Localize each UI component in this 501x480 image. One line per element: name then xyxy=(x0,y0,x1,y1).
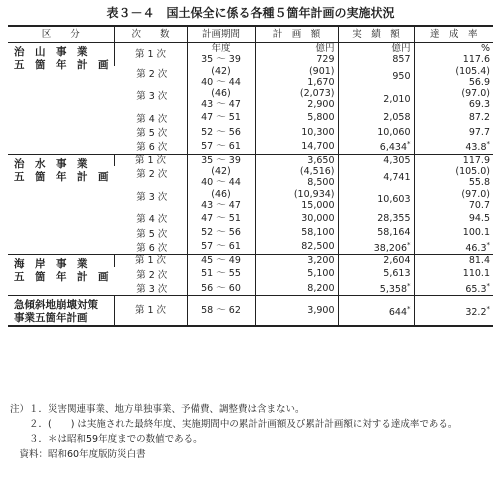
plan-amount-cell xyxy=(255,211,338,225)
category-name-line: 五 箇 年 計 画 xyxy=(14,271,109,284)
unit-label-rate: % xyxy=(480,43,490,54)
table-group xyxy=(8,43,493,155)
phase-label: 第 6 次 xyxy=(136,242,168,254)
plan-value: 8,200 xyxy=(307,282,335,294)
phase-label: 第 6 次 xyxy=(136,142,168,154)
actual-value-wrap xyxy=(342,155,411,166)
phase-label: 第 1 次 xyxy=(134,48,167,60)
actual-value-wrap xyxy=(342,139,411,153)
period-cell xyxy=(187,166,255,189)
period-cell xyxy=(187,211,255,225)
cumulative-plan: (4,516) xyxy=(299,166,335,178)
rate-value: 97.7 xyxy=(468,126,490,138)
final-year: (46) xyxy=(211,88,231,100)
footnotes xyxy=(10,402,457,462)
period-cell xyxy=(187,296,255,327)
plan-amount-cell xyxy=(255,125,338,139)
phase-cell xyxy=(114,296,187,327)
actual-amount-cell xyxy=(338,88,414,111)
header-phase: 次 数 xyxy=(114,26,187,43)
actual-value: 4,741 xyxy=(383,171,411,183)
rate-value-wrap xyxy=(418,54,491,65)
phase-cell xyxy=(114,189,187,212)
plan-amount-cell xyxy=(255,139,338,154)
plan-table xyxy=(8,25,493,327)
actual-amount-cell xyxy=(338,166,414,189)
phase-label: 第 2 次 xyxy=(136,68,168,80)
phase-label: 第 3 次 xyxy=(136,283,168,295)
period-cell xyxy=(187,66,255,89)
phase-label: 第 5 次 xyxy=(136,128,168,140)
achievement-rate-cell xyxy=(414,125,493,139)
actual-amount-cell xyxy=(338,226,414,240)
rate-value-wrap xyxy=(418,112,491,123)
cumulative-rate: (105.0) xyxy=(455,166,490,178)
category-cell xyxy=(8,43,114,155)
actual-amount-cell xyxy=(338,189,414,212)
achievement-rate-cell xyxy=(414,267,493,281)
rate-value: 94.5 xyxy=(468,212,490,224)
actual-value: 5,613 xyxy=(383,268,411,280)
actual-value-wrap xyxy=(342,213,411,224)
period-value: 47 ～ 51 xyxy=(201,212,241,224)
actual-value-wrap xyxy=(342,71,411,82)
cumulative-plan: (10,934) xyxy=(293,188,335,200)
table-row xyxy=(8,255,493,267)
rate-value-wrap xyxy=(418,139,491,153)
rate-value: 110.1 xyxy=(462,268,490,280)
period-cell xyxy=(187,154,255,166)
actual-value-wrap xyxy=(342,112,411,123)
achievement-rate-cell xyxy=(414,154,493,166)
rate-value-wrap xyxy=(418,99,491,110)
page-title: 表３－４ 国土保全に係る各種５箇年計画の実施状況 xyxy=(106,6,395,20)
phase-label: 第 3 次 xyxy=(136,91,168,103)
phase-cell xyxy=(114,211,187,225)
phase-cell xyxy=(114,111,187,125)
header-actual-amount: 実 績 額 xyxy=(338,26,414,43)
rate-value: 87.2 xyxy=(468,112,490,124)
achievement-rate-cell xyxy=(414,88,493,111)
rate-value: 69.3 xyxy=(468,99,490,111)
period-value: 45 ～ 49 xyxy=(201,255,241,267)
actual-value: 950 xyxy=(392,71,411,83)
actual-amount-cell xyxy=(338,267,414,281)
footnote-1: 注）１．災害関連事業、地方単独事業、予備費、調整費は含まない。 xyxy=(10,404,305,415)
actual-value: 10,603 xyxy=(377,194,411,206)
footnote-2: ２．( ) は実施された最終年度、実施期間中の累計計画額及び累計計画額に対する達成率である。 xyxy=(10,419,458,430)
actual-value-wrap xyxy=(342,194,411,205)
unit-label-actual: 億円 xyxy=(391,43,411,54)
period-cell xyxy=(187,139,255,154)
final-year: (42) xyxy=(211,166,231,178)
actual-value: 28,355 xyxy=(377,212,411,224)
period-cell xyxy=(187,111,255,125)
period-value: 40 ～ 44 xyxy=(201,177,241,189)
phase-label: 第 2 次 xyxy=(136,169,168,181)
category-cell xyxy=(8,296,114,327)
plan-amount-cell xyxy=(255,267,338,281)
asterisk-mark: * xyxy=(486,140,490,149)
header-achievement-rate: 達 成 率 xyxy=(414,26,493,43)
plan-amount-cell xyxy=(255,281,338,296)
plan-value: 14,700 xyxy=(301,140,335,152)
asterisk-mark: * xyxy=(486,304,490,313)
rate-value: 65.3 xyxy=(465,284,487,296)
category-name-line: 治 水 事 業 xyxy=(14,157,88,170)
period-value: 57 ～ 61 xyxy=(201,140,241,152)
phase-cell xyxy=(114,240,187,255)
cumulative-plan: (2,073) xyxy=(299,88,335,100)
table-group xyxy=(8,296,493,327)
phase-label: 第 5 次 xyxy=(136,228,168,240)
achievement-rate-cell xyxy=(414,66,493,89)
source-note: 資料：昭和60年度版防災白書 xyxy=(10,449,146,460)
period-value: 43 ～ 47 xyxy=(201,99,241,111)
achievement-rate-cell xyxy=(414,240,493,255)
phase-cell xyxy=(114,125,187,139)
period-value: 47 ～ 51 xyxy=(201,112,241,124)
period-cell xyxy=(187,226,255,240)
actual-value-wrap xyxy=(342,94,411,105)
phase-cell xyxy=(114,66,187,89)
category-name-line: 事業五箇年計画 xyxy=(14,312,88,325)
final-year: (42) xyxy=(211,65,231,77)
plan-value: 729 xyxy=(316,54,335,66)
achievement-rate-cell xyxy=(414,281,493,296)
phase-label: 第 2 次 xyxy=(136,269,168,281)
plan-amount-cell xyxy=(255,66,338,89)
phase-cell xyxy=(114,139,187,154)
rate-value-wrap xyxy=(418,304,491,318)
actual-value: 4,305 xyxy=(383,154,411,166)
rate-value-wrap xyxy=(418,127,491,138)
actual-amount-cell xyxy=(338,255,414,267)
period-cell xyxy=(187,125,255,139)
phase-label: 第 3 次 xyxy=(136,191,168,203)
achievement-rate-cell xyxy=(414,139,493,154)
achievement-rate-cell xyxy=(414,166,493,189)
header-plan-amount: 計 画 額 xyxy=(255,26,338,43)
cumulative-plan: (901) xyxy=(308,65,335,77)
cumulative-rate: (105.4) xyxy=(455,65,490,77)
plan-amount-cell xyxy=(255,166,338,189)
period-value: 56 ～ 60 xyxy=(201,282,241,294)
plan-value: 2,900 xyxy=(307,99,335,111)
plan-value: 10,300 xyxy=(301,126,335,138)
period-cell xyxy=(187,255,255,267)
rate-value: 56.9 xyxy=(468,76,490,88)
cumulative-rate: (97.0) xyxy=(461,88,490,100)
period-cell xyxy=(187,281,255,296)
cumulative-rate: (97.0) xyxy=(461,188,490,200)
actual-value: 6,434 xyxy=(379,142,407,154)
plan-amount-cell xyxy=(255,226,338,240)
plan-amount-cell xyxy=(255,255,338,267)
rate-value: 117.9 xyxy=(462,154,490,166)
rate-value-wrap xyxy=(418,268,491,279)
plan-value: 3,900 xyxy=(307,305,335,317)
achievement-rate-cell xyxy=(414,296,493,327)
plan-amount-cell xyxy=(255,88,338,111)
plan-value: 30,000 xyxy=(301,212,335,224)
phase-label: 第 4 次 xyxy=(136,214,168,226)
actual-value-wrap xyxy=(342,240,411,254)
table-group xyxy=(8,255,493,296)
period-cell xyxy=(187,88,255,111)
period-value: 52 ～ 56 xyxy=(201,227,241,239)
rate-value-wrap xyxy=(418,200,491,211)
actual-value: 644 xyxy=(388,306,407,318)
plan-value: 3,200 xyxy=(307,255,335,267)
phase-label: 第 4 次 xyxy=(136,113,168,125)
category-cell xyxy=(8,255,114,296)
table-row xyxy=(8,296,493,327)
plan-amount-cell xyxy=(255,43,338,66)
period-cell xyxy=(187,43,255,66)
table-row xyxy=(8,43,493,66)
actual-value: 58,164 xyxy=(377,227,411,239)
period-cell xyxy=(187,189,255,212)
actual-amount-cell xyxy=(338,281,414,296)
achievement-rate-cell xyxy=(414,43,493,66)
rate-value: 32.2 xyxy=(465,306,487,318)
plan-amount-cell xyxy=(255,111,338,125)
plan-amount-cell xyxy=(255,189,338,212)
category-name-line: 急傾斜地崩壊対策 xyxy=(14,299,98,312)
phase-label: 第 1 次 xyxy=(134,305,167,317)
actual-value-wrap xyxy=(342,281,411,295)
rate-value-wrap xyxy=(418,281,491,295)
plan-value: 58,100 xyxy=(301,227,335,239)
achievement-rate-cell xyxy=(414,189,493,212)
rate-value-wrap xyxy=(418,255,491,266)
plan-value: 5,100 xyxy=(307,268,335,280)
phase-cell xyxy=(114,226,187,240)
phase-label: 第 1 次 xyxy=(134,255,167,267)
rate-value: 117.6 xyxy=(462,54,490,66)
asterisk-mark: * xyxy=(407,240,411,249)
period-value: 35 ～ 39 xyxy=(201,54,241,66)
phase-cell xyxy=(114,255,187,267)
footnote-3: ３．＊は昭和59年度までの数値である。 xyxy=(10,434,203,445)
rate-value: 81.4 xyxy=(468,255,490,267)
period-value: 35 ～ 39 xyxy=(201,154,241,166)
category-name-line: 五 箇 年 計 画 xyxy=(14,59,109,71)
plan-value: 15,000 xyxy=(301,200,335,212)
phase-cell xyxy=(114,281,187,296)
header-row xyxy=(8,26,493,43)
actual-amount-cell xyxy=(338,66,414,89)
actual-amount-cell xyxy=(338,125,414,139)
period-value: 57 ～ 61 xyxy=(201,241,241,253)
phase-label: 第 1 次 xyxy=(134,154,167,166)
plan-value: 3,650 xyxy=(307,154,335,166)
plan-amount-cell xyxy=(255,154,338,166)
period-value: 58 ～ 62 xyxy=(201,305,241,317)
achievement-rate-cell xyxy=(414,226,493,240)
header-category: 区 分 xyxy=(8,26,114,43)
rate-value-wrap xyxy=(418,240,491,254)
asterisk-mark: * xyxy=(407,304,411,313)
rate-value: 46.3 xyxy=(465,243,487,255)
phase-cell xyxy=(114,88,187,111)
actual-amount-cell xyxy=(338,139,414,154)
category-name-line: 海 岸 事 業 xyxy=(14,258,88,271)
rate-value: 43.8 xyxy=(465,142,487,154)
phase-cell xyxy=(114,166,187,189)
achievement-rate-cell xyxy=(414,111,493,125)
achievement-rate-cell xyxy=(414,255,493,267)
rate-value: 70.7 xyxy=(468,200,490,212)
actual-value-wrap xyxy=(342,172,411,183)
actual-amount-cell xyxy=(338,111,414,125)
actual-amount-cell xyxy=(338,211,414,225)
actual-value-wrap xyxy=(342,54,411,65)
period-cell xyxy=(187,267,255,281)
plan-value: 5,800 xyxy=(307,112,335,124)
actual-amount-cell xyxy=(338,43,414,66)
plan-value: 82,500 xyxy=(301,241,335,253)
rate-value-wrap xyxy=(418,177,491,188)
actual-value-wrap xyxy=(342,127,411,138)
rate-value-wrap xyxy=(418,77,491,88)
achievement-rate-cell xyxy=(414,211,493,225)
table-row xyxy=(8,154,493,166)
category-name-line: 五 箇 年 計 画 xyxy=(14,170,109,183)
actual-value: 2,010 xyxy=(383,93,411,105)
rate-value-wrap xyxy=(418,213,491,224)
period-value: 40 ～ 44 xyxy=(201,76,241,88)
actual-value: 857 xyxy=(392,54,411,66)
actual-value-wrap xyxy=(342,227,411,238)
actual-value: 38,206 xyxy=(373,243,407,255)
unit-label-plan: 億円 xyxy=(315,43,335,54)
table-group xyxy=(8,154,493,255)
final-year: (46) xyxy=(211,188,231,200)
asterisk-mark: * xyxy=(486,240,490,249)
period-cell xyxy=(187,240,255,255)
rate-value-wrap xyxy=(418,155,491,166)
actual-value-wrap xyxy=(342,255,411,266)
phase-cell xyxy=(114,154,187,166)
rate-value-wrap xyxy=(418,227,491,238)
actual-amount-cell xyxy=(338,296,414,327)
category-cell xyxy=(8,154,114,255)
category-name-line: 治 山 事 業 xyxy=(14,46,88,58)
actual-amount-cell xyxy=(338,240,414,255)
actual-value: 5,358 xyxy=(379,284,407,296)
header-period: 計画期間 xyxy=(187,26,255,43)
actual-value-wrap xyxy=(342,304,411,318)
phase-cell xyxy=(114,267,187,281)
period-value: 51 ～ 55 xyxy=(201,268,241,280)
phase-cell xyxy=(114,43,187,66)
actual-value: 10,060 xyxy=(377,126,411,138)
asterisk-mark: * xyxy=(486,281,490,290)
asterisk-mark: * xyxy=(407,281,411,290)
plan-amount-cell xyxy=(255,240,338,255)
plan-amount-cell xyxy=(255,296,338,327)
unit-label-period: 年度 xyxy=(211,43,231,54)
actual-amount-cell xyxy=(338,154,414,166)
period-value: 43 ～ 47 xyxy=(201,200,241,212)
rate-value: 100.1 xyxy=(462,227,490,239)
rate-value: 55.8 xyxy=(468,177,490,189)
actual-value: 2,058 xyxy=(383,112,411,124)
period-value: 52 ～ 56 xyxy=(201,126,241,138)
asterisk-mark: * xyxy=(407,140,411,149)
plan-value: 8,500 xyxy=(307,177,335,189)
actual-value: 2,604 xyxy=(383,255,411,267)
plan-value: 1,670 xyxy=(307,76,335,88)
actual-value-wrap xyxy=(342,268,411,279)
